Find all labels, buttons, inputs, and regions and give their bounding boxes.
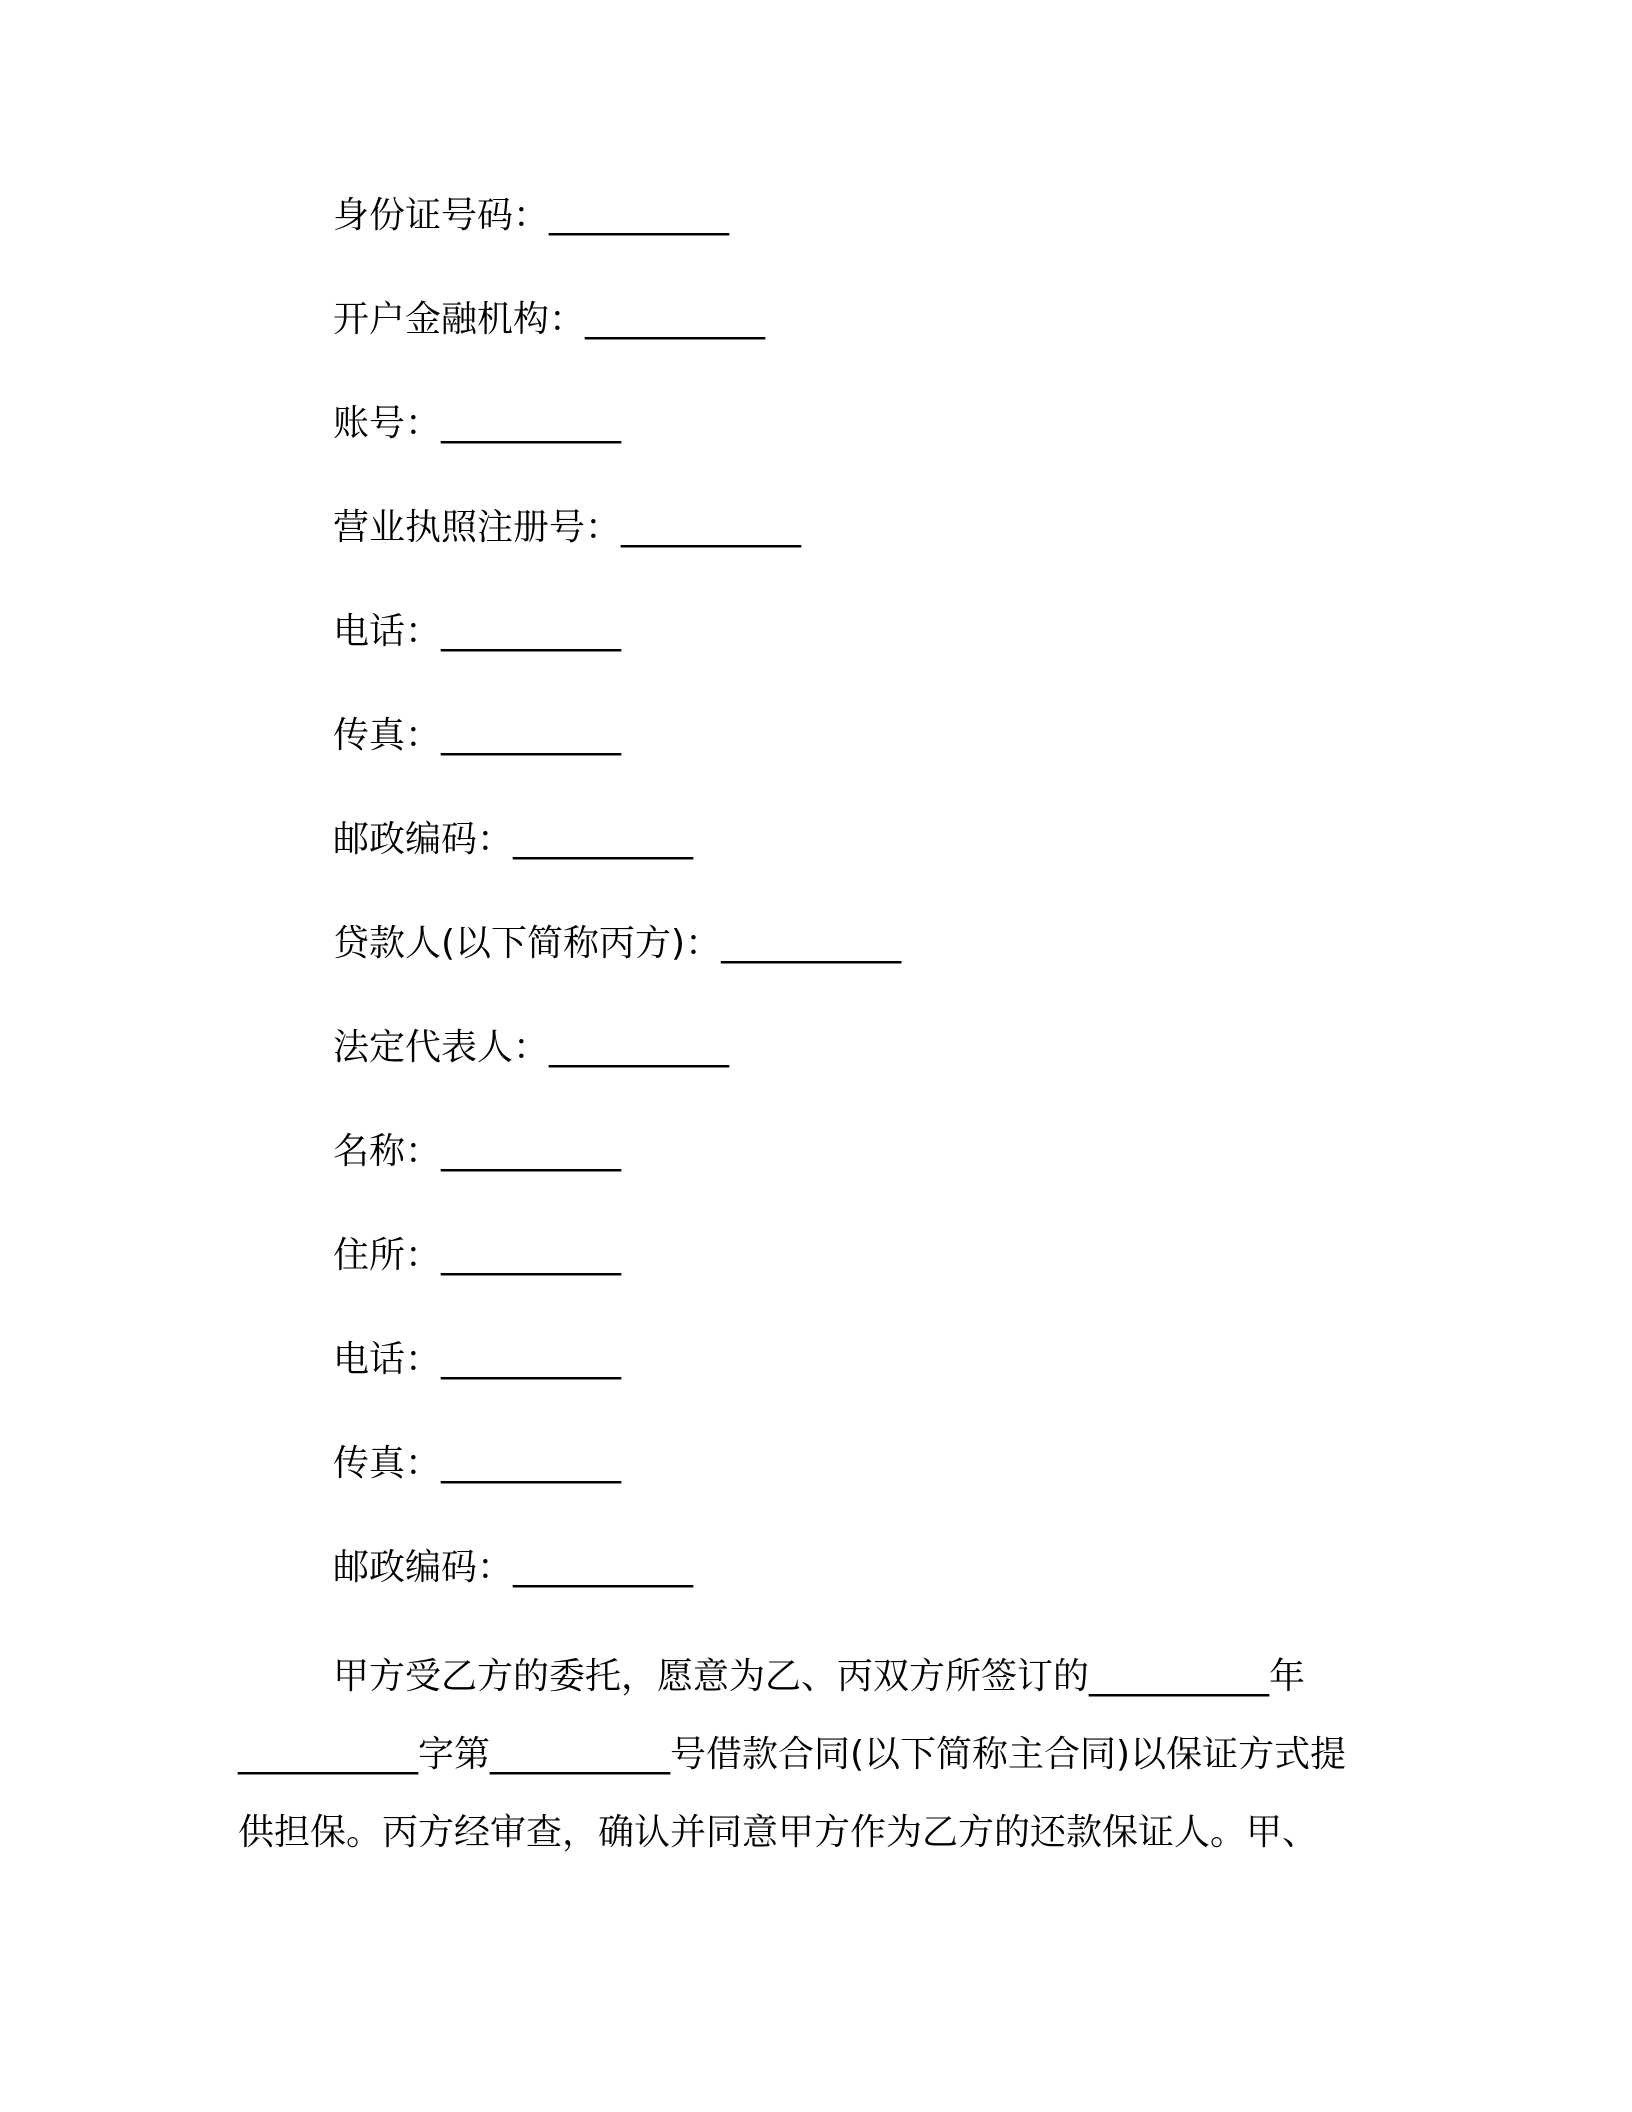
postal-code-line-2: 邮政编码：__________ <box>333 1547 694 1588</box>
paragraph-line-3: 供担保。丙方经审查，确认并同意甲方作为乙方的还款保证人。甲、 <box>238 1812 1319 1853</box>
fax-line-2: 传真：__________ <box>333 1443 622 1484</box>
paragraph-line-1: 甲方受乙方的委托，愿意为乙、丙双方所签订的__________年 <box>333 1656 1306 1697</box>
lender-line: 贷款人(以下简称丙方)：__________ <box>333 923 902 964</box>
phone-line: 电话：__________ <box>333 611 622 652</box>
name-line: 名称：__________ <box>333 1131 622 1172</box>
business-license-line: 营业执照注册号：__________ <box>333 507 802 548</box>
postal-code-line: 邮政编码：__________ <box>333 819 694 860</box>
guarantee-paragraph <box>238 1638 1398 1872</box>
id-number-line: 身份证号码：__________ <box>333 195 730 236</box>
address-line: 住所：__________ <box>333 1235 622 1276</box>
fax-line: 传真：__________ <box>333 715 622 756</box>
bank-institution-line: 开户金融机构：__________ <box>333 299 766 340</box>
legal-representative-line: 法定代表人：__________ <box>333 1027 730 1068</box>
party-info-list <box>333 192 901 1648</box>
paragraph-line-2: __________字第__________号借款合同(以下简称主合同)以保证方式提 <box>238 1734 1347 1775</box>
phone-line-2: 电话：__________ <box>333 1339 622 1380</box>
account-number-line: 账号：__________ <box>333 403 622 444</box>
